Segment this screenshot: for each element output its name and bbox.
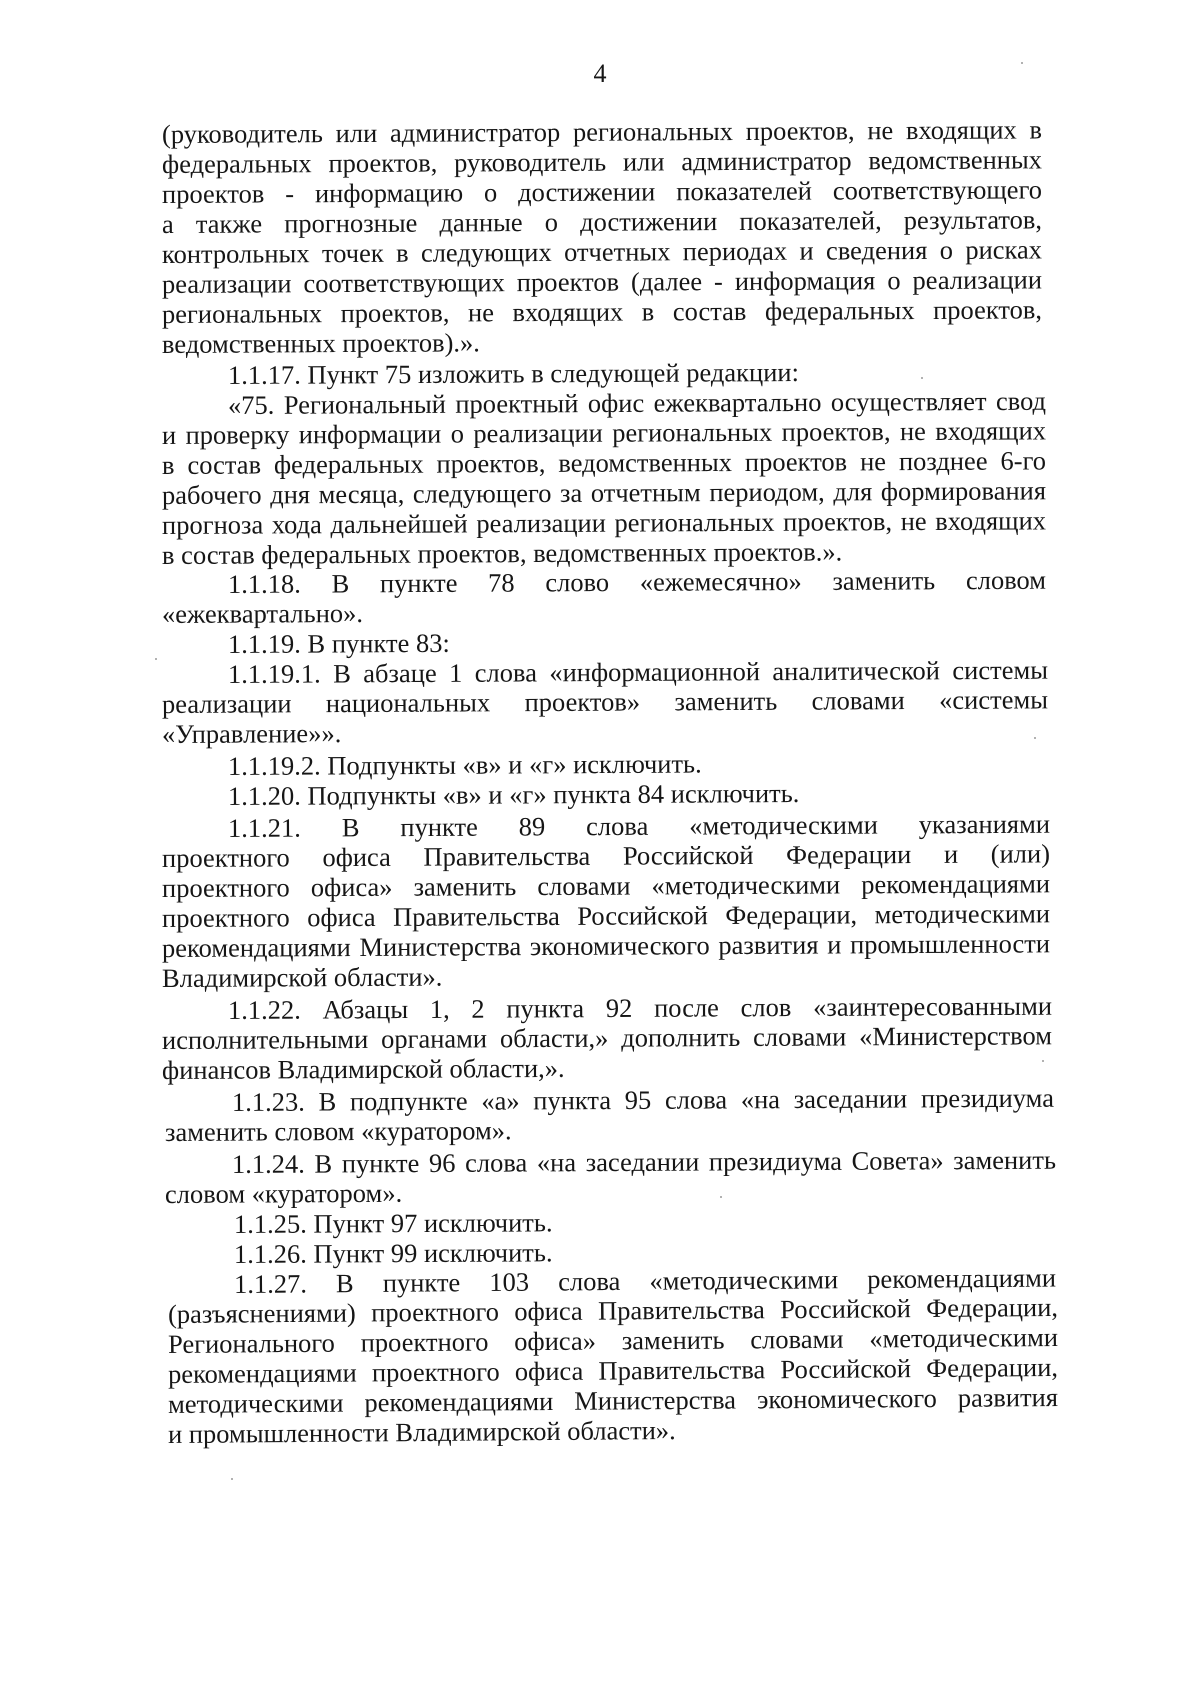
text-line: реализации соответствующих проектов (далее - информация о реализации	[161, 264, 1043, 299]
text-line: «75. Региональный проектный офис ежеквартально осуществляет свод	[227, 385, 1047, 420]
text-line: проектного офиса Правительства Российской Федерации и (или)	[161, 838, 1051, 873]
text-line: 1.1.19.2. Подпункты «в» и «г» исключить.	[227, 748, 702, 781]
text-line: реализации национальных проектов» заменить словами «системы	[161, 684, 1049, 719]
text-line: Владимирской области».	[161, 961, 443, 993]
text-line: рекомендациями Министерства экономического развития и промышленности	[161, 928, 1051, 963]
text-line: рабочего дня месяца, следующего за отчетным периодом, для формирования	[161, 475, 1047, 510]
text-line: словом «куратором».	[164, 1177, 403, 1209]
text-line: ведомственных проектов).».	[161, 327, 480, 359]
page-number: 4	[593, 59, 607, 88]
text-line: 1.1.24. В пункте 96 слова «на заседании президиума Совета» заменить	[231, 1144, 1057, 1179]
text-line: в состав федеральных проектов, ведомственных проектов не позднее 6-го	[161, 445, 1047, 480]
text-line: 1.1.27. В пункте 103 слова «методическими рекомендациями	[233, 1262, 1057, 1299]
text-line: 1.1.23. В подпункте «а» пункта 95 слова «на заседании президиума	[231, 1082, 1055, 1117]
scan-speck	[155, 658, 157, 660]
scan-speck	[231, 1478, 233, 1480]
text-line: методическими рекомендациями Министерства экономического развития	[167, 1382, 1059, 1419]
text-line: (руководитель или администратор региональных проектов, не входящих в	[161, 114, 1043, 149]
scan-speck	[1042, 1060, 1044, 1062]
scan-speck	[1021, 62, 1023, 64]
text-line: федеральных проектов, руководитель или администратор ведомственных	[161, 144, 1043, 179]
text-line: проектного офиса» заменить словами «методическими рекомендациями	[161, 868, 1051, 903]
text-line: 1.1.19.1. В абзаце 1 слова «информационной аналитической системы	[227, 654, 1049, 689]
text-line: исполнительными органами области,» дополнить словами «Министерством	[161, 1020, 1053, 1055]
scan-speck	[720, 1196, 722, 1198]
text-line: 1.1.20. Подпункты «в» и «г» пункта 84 исключить.	[227, 778, 800, 811]
text-line: рекомендациями проектного офиса Правительства Российской Федерации,	[167, 1352, 1059, 1389]
text-line: 1.1.26. Пункт 99 исключить.	[233, 1237, 553, 1269]
text-line: «Управление»».	[161, 718, 342, 749]
text-line: проектного офиса Правительства Российской Федерации, методическими	[161, 898, 1051, 933]
text-line: 1.1.18. В пункте 78 слово «ежемесячно» заменить словом	[227, 564, 1047, 599]
text-line: 1.1.17. Пункт 75 изложить в следующей редакции:	[227, 357, 799, 390]
text-line: в состав федеральных проектов, ведомственных проектов.».	[161, 536, 843, 570]
text-line: региональных проектов, не входящих в состав федеральных проектов,	[161, 294, 1043, 329]
text-line: 1.1.25. Пункт 97 исключить.	[233, 1207, 553, 1239]
text-line: 1.1.22. Абзацы 1, 2 пункта 92 после слов «заинтересованными	[227, 990, 1053, 1025]
scan-speck	[921, 377, 923, 379]
text-line: (разъяснениями) проектного офиса Правительства Российской Федерации,	[167, 1292, 1059, 1329]
text-line: и проверку информации о реализации региональных проектов, не входящих	[161, 415, 1047, 450]
text-line: 1.1.19. В пункте 83:	[227, 627, 450, 659]
text-line: проектов - информацию о достижении показателей соответствующего	[161, 174, 1043, 209]
text-line: заменить словом «куратором».	[164, 1115, 512, 1147]
text-line: а также прогнозные данные о достижении показателей, результатов,	[161, 204, 1043, 239]
text-line: Регионального проектного офиса» заменить словами «методическими	[167, 1322, 1059, 1359]
scan-speck	[1034, 737, 1036, 739]
text-line: финансов Владимирской области,».	[161, 1052, 565, 1085]
text-line: «ежеквартально».	[161, 597, 364, 629]
text-line: 1.1.21. В пункте 89 слова «методическими указаниями	[227, 808, 1051, 843]
text-line: прогноза хода дальнейшей реализации региональных проектов, не входящих	[161, 505, 1047, 540]
text-line: и промышленности Владимирской области».	[167, 1415, 676, 1449]
text-line: контрольных точек в следующих отчетных периодах и сведения о рисках	[161, 234, 1043, 269]
